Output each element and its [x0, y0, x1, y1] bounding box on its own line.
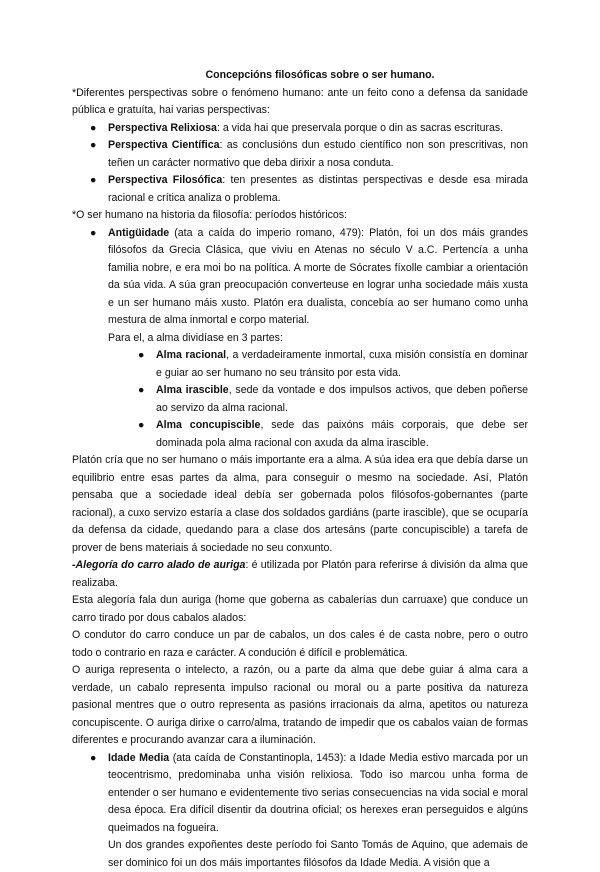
periods-list-2 — [72, 750, 528, 872]
soul-intro: Para el, a alma dividíase en 3 partes: — [108, 330, 528, 348]
bullet-icon: ● — [138, 417, 144, 435]
term: Perspectiva Filosófica — [108, 174, 222, 186]
list-item — [72, 120, 528, 138]
page-title: Concepcións filosóficas sobre o ser humano. — [72, 67, 528, 85]
bullet-icon: ● — [138, 347, 144, 365]
term: Antigüidade — [108, 227, 169, 239]
bullet-icon: ● — [90, 750, 96, 768]
allegory-text: : é utilizada por Platón para referirse á división da alma que realizaba. — [72, 559, 528, 589]
term: Alma concupiscible — [156, 419, 260, 431]
soul-parts-list — [132, 347, 528, 452]
allegory-paragraph-2: O condutor do carro conduce un par de cabalos, un dos cales é de casta nobre, pero o outro todo o contrario en raza e carácter. A condución é difícil e problemática. — [72, 627, 528, 662]
perspectives-list — [72, 120, 528, 208]
list-item — [132, 347, 528, 382]
term: Alma irascible — [156, 384, 229, 396]
bullet-icon: ● — [90, 137, 96, 155]
document-page — [72, 67, 528, 872]
periods-list — [72, 225, 528, 453]
term: Perspectiva Relixiosa — [108, 122, 217, 134]
history-intro: *O ser humano na historia da filosofía: períodos históricos: — [72, 207, 528, 225]
bullet-icon: ● — [90, 225, 96, 243]
term: Idade Media — [108, 752, 169, 764]
item-text: (ata a caída do imperio romano, 479): Platón, foi un dos máis grandes filósofos da Grecia Clásica, que viviu en Atenas no século V a.C. Pertencía a unha familia nobre, e era moi bo na política. A morte de Sócrates fíxolle cambiar a orientación da súa vida. A súa gran preocupación converteuse en lograr unha sociedade máis xusta e un ser humano máis xusto. Platón era dualista, concebía ao ser humano como unha mestura de alma inmortal e corpo material. — [108, 227, 528, 327]
item-text: (ata caída de Constantinopla, 1453): a Idade Media estivo marcada por un teocentrismo, predominaba unha visión relixiosa. Todo iso marcou unha forma de entender o ser humano e evidentemente tivo serias consecuencias na vida social e moral desa época. Era difícil disentir da doutrina oficial; os herexes eran perseguidos e algúns queimados na fogueira. — [108, 752, 528, 834]
allegory-term: -Alegoría do carro alado de auriga — [72, 559, 245, 571]
list-item — [72, 225, 528, 453]
item-text: , sede da vontade e dos impulsos activos, que deben poñerse ao servizo da alma racional. — [156, 384, 528, 414]
list-item — [132, 382, 528, 417]
item-text: : a vida hai que preservala porque o din as sacras escrituras. — [217, 122, 503, 134]
item-text: , sede das paixóns máis corporais, que debe ser dominada pola alma racional con axuda da alma irascible. — [156, 419, 528, 449]
bullet-icon: ● — [90, 172, 96, 190]
bullet-icon: ● — [138, 382, 144, 400]
term: Perspectiva Científica — [108, 139, 219, 151]
item-text: : as conclusións dun estudo científico non son prescritivas, non teñen un carácter normativo que deba dirixir a nosa conduta. — [108, 139, 528, 169]
allegory-paragraph-1: Esta alegoría fala dun auriga (home que goberna as cabalerías dun carruaxe) que conduce un carro tirado por dous cabalos alados: — [72, 592, 528, 627]
allegory-paragraph-3: O auriga representa o intelecto, a razón, ou a parte da alma que debe guiar á alma cara a verdade, un cabalo representa impulso racional ou moral ou a parte positiva da natureza pasional mentres que o outro representa as pasións irracionais da alma, apetitos ou natureza concupiscente. O auriga dirixe o carro/alma, tratando de impedir que os cabalos vaian de formas diferentes e procurando avanzar cara a iluminación. — [72, 662, 528, 750]
allegory-paragraph — [72, 557, 528, 592]
term: Alma racional — [156, 349, 226, 361]
item-text: , a verdadeiramente inmortal, cuxa misión consistía en dominar e guiar ao ser humano no seu tránsito por esta vida. — [156, 349, 528, 379]
plato-paragraph: Platón cría que no ser humano o máis importante era a alma. A súa idea era que debía darse un equilibrio entre esas partes da alma, para conseguir o mesmo na sociedade. Así, Platón pensaba que a sociedade ideal debía ser gobernada polos filósofos-gobernantes (parte racional), a cuxo servizo estaría a clase dos soldados gardiáns (parte irascible), que se ocuparía da defensa da cidade, quedando para a clase dos artesáns (parte concupiscible) a tarefa de prover de bens materiais á sociedade no seu conxunto. — [72, 452, 528, 557]
list-item — [132, 417, 528, 452]
bullet-icon: ● — [90, 120, 96, 138]
intro-paragraph: *Diferentes perspectivas sobre o fenómeno humano: ante un feito cono a defensa da sanidade pública e gratuíta, hai varias perspectivas: — [72, 85, 528, 120]
list-item — [72, 172, 528, 207]
list-item — [72, 750, 528, 872]
list-item — [72, 137, 528, 172]
item-text: : ten presentes as distintas perspectivas e desde esa mirada racional e crítica analiza o problema. — [108, 174, 528, 204]
idade-media-paragraph-2: Un dos grandes expoñentes deste período foi Santo Tomás de Aquino, que ademais de ser dominico foi un dos máis importantes filósofos da Idade Media. A visión que a — [108, 837, 528, 872]
